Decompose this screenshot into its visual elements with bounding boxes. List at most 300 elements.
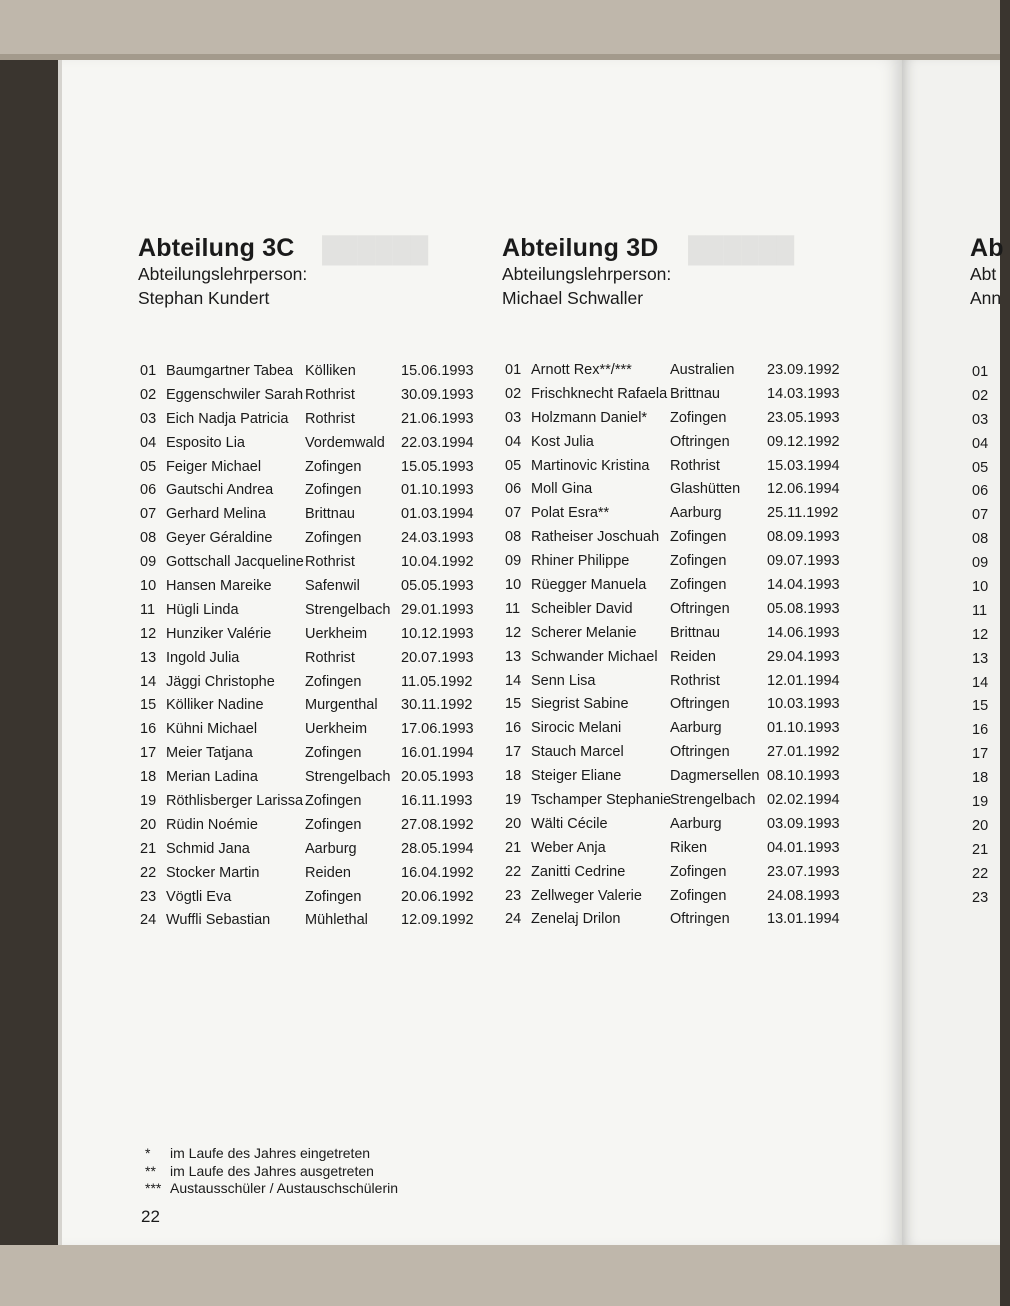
student-birthdate: 24.03.1993 [401, 530, 474, 547]
student-number: 17 [972, 746, 989, 763]
footnote-text: Austausschüler / Austauschschülerin [170, 1180, 399, 1196]
class-3d-roster [503, 359, 843, 932]
student-birthdate: 29.01.1993 [401, 601, 474, 618]
student-row [138, 718, 478, 742]
student-number: 19 [140, 793, 157, 810]
student-number: 08 [972, 531, 989, 548]
student-birthdate: 16.11.1993 [401, 793, 473, 810]
student-number: 23 [140, 888, 157, 905]
student-number: 07 [505, 505, 522, 522]
student-row [138, 575, 478, 599]
student-name: Kost Julia [531, 433, 594, 450]
student-name: Hunziker Valérie [166, 625, 272, 642]
student-name: Jäggi Christophe [166, 673, 275, 690]
student-row [138, 384, 478, 408]
student-number: 01 [972, 364, 989, 380]
student-row [503, 431, 843, 455]
student-number: 11 [972, 602, 988, 619]
student-birthdate: 10.04.1992 [401, 554, 474, 571]
student-row-fragment [970, 624, 1010, 648]
student-hometown: Aarburg [305, 840, 357, 857]
student-birthdate: 04.01.1993 [767, 839, 840, 856]
student-row [138, 479, 478, 503]
student-number: 10 [140, 578, 157, 595]
student-row [138, 360, 478, 384]
student-number: 20 [972, 817, 989, 834]
student-number: 14 [505, 672, 522, 689]
student-row [138, 814, 478, 838]
footnote-text: im Laufe des Jahres ausgetreten [170, 1162, 374, 1179]
student-birthdate: 10.12.1993 [401, 625, 474, 642]
student-hometown: Uerkheim [305, 625, 368, 642]
student-number: 12 [505, 624, 522, 641]
student-row [503, 717, 843, 741]
student-hometown: Oftringen [670, 600, 730, 617]
next-page-header [970, 234, 1004, 310]
student-row [503, 407, 843, 431]
student-name: Stauch Marcel [531, 744, 624, 761]
student-birthdate: 14.06.1993 [767, 624, 840, 641]
student-name: Wälti Cécile [531, 815, 608, 832]
student-hometown: Zofingen [670, 529, 727, 546]
student-row [138, 647, 478, 671]
student-hometown: Dagmersellen [670, 768, 760, 785]
student-row [503, 502, 843, 526]
student-number: 18 [972, 770, 989, 787]
student-hometown: Uerkheim [305, 721, 368, 738]
student-row [138, 432, 478, 456]
student-row [503, 359, 843, 383]
student-birthdate: 16.04.1992 [401, 864, 474, 881]
class-3d-title: Abteilung 3D [502, 234, 659, 262]
student-row [138, 671, 478, 695]
student-row-fragment [970, 767, 1010, 791]
student-birthdate: 03.09.1993 [767, 815, 840, 832]
student-row-fragment [970, 361, 1010, 385]
student-number: 13 [505, 648, 522, 665]
student-row [138, 909, 478, 933]
student-birthdate: 15.06.1993 [401, 363, 474, 379]
student-number: 12 [140, 625, 157, 642]
student-hometown: Rothrist [305, 410, 355, 427]
student-number: 16 [505, 720, 522, 737]
student-birthdate: 01.03.1994 [401, 506, 474, 523]
student-hometown: Zofingen [670, 863, 727, 880]
student-birthdate: 12.01.1994 [767, 672, 840, 689]
student-name: Merian Ladina [166, 769, 258, 786]
student-birthdate: 01.10.1993 [767, 720, 840, 737]
student-hometown: Zofingen [305, 888, 362, 905]
student-number: 16 [140, 721, 157, 738]
student-row [503, 837, 843, 861]
student-name: Hügli Linda [166, 601, 239, 618]
student-name: Polat Esra** [531, 505, 610, 522]
student-name: Zellweger Valerie [531, 887, 642, 904]
student-row [503, 765, 843, 789]
student-hometown: Zofingen [670, 553, 727, 570]
student-hometown: Zofingen [305, 482, 362, 499]
student-name: Esposito Lia [166, 434, 245, 451]
student-birthdate: 05.08.1993 [767, 600, 840, 617]
student-birthdate: 30.11.1992 [401, 697, 473, 714]
student-row-fragment [970, 815, 1010, 839]
student-name: Moll Gina [531, 481, 593, 498]
student-number: 22 [140, 864, 157, 881]
student-number: 02 [140, 386, 157, 403]
student-hometown: Rothrist [305, 386, 355, 403]
student-birthdate: 12.09.1992 [401, 912, 474, 929]
student-number: 05 [140, 458, 157, 475]
student-row [503, 741, 843, 765]
student-birthdate: 20.05.1993 [401, 769, 474, 786]
student-number: 15 [972, 698, 989, 715]
student-row-fragment [970, 863, 1010, 887]
student-hometown: Vordemwald [305, 434, 385, 451]
student-name: Wuffli Sebastian [166, 912, 271, 929]
student-name: Weber Anja [531, 839, 606, 856]
student-birthdate: 12.06.1994 [767, 481, 840, 498]
class-3c-teacher-name: Stephan Kundert [138, 288, 270, 308]
student-name: Gerhard Melina [166, 506, 266, 523]
student-number: 03 [140, 410, 157, 427]
student-name: Zenelaj Drilon [531, 911, 621, 928]
student-row [503, 789, 843, 813]
student-row-fragment [970, 887, 1010, 911]
student-hometown: Safenwil [305, 578, 360, 595]
student-birthdate: 05.05.1993 [401, 578, 474, 595]
student-row [138, 527, 478, 551]
student-name: Rüegger Manuela [531, 577, 647, 594]
student-birthdate: 13.01.1994 [767, 911, 840, 928]
student-row-fragment [970, 504, 1010, 528]
student-row [138, 623, 478, 647]
student-birthdate: 20.06.1992 [401, 888, 474, 905]
student-row [503, 526, 843, 550]
student-birthdate: 01.10.1993 [401, 482, 474, 499]
student-number: 08 [140, 530, 157, 547]
student-row [503, 693, 843, 717]
student-number: 24 [505, 911, 522, 928]
student-number: 22 [972, 865, 989, 882]
student-row [503, 670, 843, 694]
student-name: Schwander Michael [531, 648, 658, 665]
student-number: 01 [140, 363, 157, 379]
student-row [503, 622, 843, 646]
student-birthdate: 23.09.1992 [767, 362, 840, 378]
student-row-fragment [970, 576, 1010, 600]
student-name: Baumgartner Tabea [166, 363, 294, 379]
class-3c-title: Abteilung 3C [138, 234, 295, 262]
student-hometown: Brittnau [305, 506, 355, 523]
class-3c-roster [138, 360, 478, 933]
student-number: 16 [972, 722, 989, 739]
student-hometown: Zofingen [305, 745, 362, 762]
student-number: 10 [972, 579, 989, 596]
student-hometown: Strengelbach [670, 792, 756, 809]
student-hometown: Strengelbach [305, 769, 391, 786]
student-number: 04 [505, 433, 522, 450]
student-name: Tschamper Stephanie [531, 792, 672, 809]
student-name: Martinovic Kristina [531, 457, 650, 474]
student-hometown: Rothrist [305, 649, 355, 666]
student-number: 09 [972, 555, 989, 572]
student-number: 08 [505, 529, 522, 546]
student-row [503, 885, 843, 909]
student-number: 19 [972, 794, 989, 811]
student-number: 05 [505, 457, 522, 474]
student-row-fragment [970, 480, 1010, 504]
student-name: Scherer Melanie [531, 624, 637, 641]
student-number: 23 [972, 889, 989, 906]
student-name: Meier Tatjana [166, 745, 253, 762]
student-name: Siegrist Sabine [531, 696, 629, 713]
student-number: 22 [505, 863, 522, 880]
student-row [138, 742, 478, 766]
student-hometown: Kölliken [305, 363, 356, 379]
student-hometown: Oftringen [670, 744, 730, 761]
student-birthdate: 10.03.1993 [767, 696, 840, 713]
student-hometown: Strengelbach [305, 601, 391, 618]
student-number: 21 [505, 839, 522, 856]
student-row-fragment [970, 385, 1010, 409]
student-row [138, 599, 478, 623]
student-name: Röthlisberger Larissa [166, 793, 304, 810]
student-hometown: Zofingen [305, 793, 362, 810]
student-birthdate: 23.05.1993 [767, 409, 840, 426]
student-number: 24 [140, 912, 157, 929]
student-hometown: Reiden [305, 864, 351, 881]
student-birthdate: 14.03.1993 [767, 385, 840, 402]
scan-background-bottom [0, 1245, 1000, 1306]
student-number: 03 [972, 411, 989, 428]
student-hometown: Oftringen [670, 911, 730, 928]
next-page-roster-fragment [970, 361, 1010, 910]
student-row-fragment [970, 695, 1010, 719]
student-hometown: Reiden [670, 648, 716, 665]
student-number: 21 [972, 841, 989, 858]
student-name: Feiger Michael [166, 458, 262, 475]
student-name: Scheibler David [531, 600, 633, 617]
student-hometown: Rothrist [670, 457, 720, 474]
student-birthdate: 25.11.1992 [767, 505, 839, 522]
student-birthdate: 17.06.1993 [401, 721, 474, 738]
student-row [503, 383, 843, 407]
student-hometown: Zofingen [670, 577, 727, 594]
student-hometown: Riken [670, 839, 708, 856]
student-name: Gottschall Jacqueline [166, 554, 304, 571]
student-number: 11 [140, 601, 156, 618]
student-row-fragment [970, 743, 1010, 767]
next-page-label-fragment: Abt [970, 264, 997, 284]
student-birthdate: 11.05.1992 [401, 673, 473, 690]
student-row-fragment [970, 600, 1010, 624]
student-birthdate: 29.04.1993 [767, 648, 840, 665]
student-hometown: Zofingen [670, 887, 727, 904]
student-name: Gautschi Andrea [166, 482, 274, 499]
student-hometown: Australien [670, 362, 735, 378]
student-hometown: Zofingen [670, 409, 727, 426]
student-name: Sirocic Melani [531, 720, 622, 737]
student-name: Schmid Jana [166, 840, 250, 857]
student-row [138, 838, 478, 862]
scan-background-top [0, 0, 1000, 60]
student-name: Eich Nadja Patricia [166, 410, 289, 427]
student-row-fragment [970, 672, 1010, 696]
student-row [503, 455, 843, 479]
student-number: 04 [972, 435, 989, 452]
student-number: 18 [505, 768, 522, 785]
student-birthdate: 21.06.1993 [401, 410, 474, 427]
class-3d-teacher-label: Abteilungslehrperson: [502, 264, 672, 284]
student-row [138, 408, 478, 432]
student-row [138, 766, 478, 790]
student-hometown: Zofingen [305, 458, 362, 475]
student-hometown: Aarburg [670, 720, 722, 737]
student-name: Zanitti Cedrine [531, 863, 626, 880]
student-number: 15 [140, 697, 157, 714]
student-number: 01 [505, 362, 522, 378]
student-birthdate: 15.03.1994 [767, 457, 840, 474]
student-birthdate: 24.08.1993 [767, 887, 840, 904]
footnote-mark: ** [145, 1162, 156, 1179]
footnote-mark: *** [145, 1180, 162, 1196]
student-row [503, 908, 843, 932]
student-row [138, 694, 478, 718]
student-number: 23 [505, 887, 522, 904]
student-number: 20 [505, 815, 522, 832]
page-edge [58, 60, 62, 1245]
page-number: 22 [141, 1207, 160, 1226]
student-number: 10 [505, 577, 522, 594]
student-hometown: Glashütten [670, 481, 741, 498]
student-birthdate: 02.02.1994 [767, 792, 840, 809]
class-3c-header [138, 234, 307, 310]
student-row [503, 861, 843, 885]
student-number: 06 [505, 481, 522, 498]
student-row-fragment [970, 457, 1010, 481]
student-hometown: Zofingen [305, 816, 362, 833]
student-row [138, 551, 478, 575]
student-birthdate: 23.07.1993 [767, 863, 840, 880]
student-name: Stocker Martin [166, 864, 260, 881]
student-number: 04 [140, 434, 157, 451]
student-birthdate: 30.09.1993 [401, 386, 474, 403]
student-row-fragment [970, 839, 1010, 863]
student-row-fragment [970, 791, 1010, 815]
next-page-teacher-fragment: Ann [970, 288, 1002, 308]
student-number: 06 [972, 483, 989, 500]
student-name: Rhiner Philippe [531, 553, 630, 570]
student-birthdate: 27.01.1992 [767, 744, 840, 761]
student-row-fragment [970, 552, 1010, 576]
student-name: Frischknecht Rafaela [531, 385, 668, 402]
student-row-fragment [970, 409, 1010, 433]
student-number: 02 [972, 387, 989, 404]
student-birthdate: 08.09.1993 [767, 529, 840, 546]
student-birthdate: 20.07.1993 [401, 649, 474, 666]
student-number: 13 [972, 650, 989, 667]
student-birthdate: 28.05.1994 [401, 840, 474, 857]
student-row-fragment [970, 528, 1010, 552]
student-hometown: Mühlethal [305, 912, 368, 929]
student-birthdate: 16.01.1994 [401, 745, 474, 762]
student-name: Kölliker Nadine [166, 697, 264, 714]
student-row [503, 550, 843, 574]
student-hometown: Murgenthal [305, 697, 378, 714]
student-hometown: Oftringen [670, 433, 730, 450]
student-number: 20 [140, 816, 157, 833]
student-number: 21 [140, 840, 157, 857]
student-number: 11 [505, 600, 521, 617]
student-row [503, 478, 843, 502]
student-number: 12 [972, 626, 989, 643]
student-row [503, 598, 843, 622]
student-name: Ingold Julia [166, 649, 240, 666]
student-row-fragment [970, 648, 1010, 672]
student-row [138, 456, 478, 480]
student-number: 06 [140, 482, 157, 499]
student-hometown: Zofingen [305, 530, 362, 547]
student-row [138, 790, 478, 814]
class-3d-teacher-name: Michael Schwaller [502, 288, 644, 308]
student-name: Eggenschwiler Sarah [166, 386, 304, 403]
student-row [138, 862, 478, 886]
bleed-through-shadow: ██████ [322, 236, 429, 264]
student-row [138, 503, 478, 527]
student-name: Ratheiser Joschuah [531, 529, 660, 546]
bleed-through-shadow: ██████ [688, 236, 795, 264]
student-name: Steiger Eliane [531, 768, 622, 785]
student-number: 07 [140, 506, 157, 523]
student-row [503, 574, 843, 598]
student-birthdate: 09.07.1993 [767, 553, 840, 570]
student-row [138, 886, 478, 910]
student-number: 17 [505, 744, 522, 761]
student-number: 02 [505, 385, 522, 402]
class-3c-teacher-label: Abteilungslehrperson: [138, 264, 308, 284]
student-birthdate: 27.08.1992 [401, 816, 474, 833]
student-hometown: Rothrist [670, 672, 720, 689]
student-birthdate: 15.05.1993 [401, 458, 474, 475]
student-number: 09 [505, 553, 522, 570]
student-hometown: Aarburg [670, 815, 722, 832]
student-name: Senn Lisa [531, 672, 596, 689]
student-name: Vögtli Eva [166, 888, 232, 905]
student-number: 14 [972, 674, 989, 691]
student-birthdate: 09.12.1992 [767, 433, 840, 450]
student-name: Geyer Géraldine [166, 530, 273, 547]
student-number: 03 [505, 409, 522, 426]
student-hometown: Zofingen [305, 673, 362, 690]
student-number: 19 [505, 792, 522, 809]
student-birthdate: 14.04.1993 [767, 577, 840, 594]
student-name: Rüdin Noémie [166, 816, 258, 833]
student-row [503, 646, 843, 670]
student-number: 09 [140, 554, 157, 571]
student-hometown: Aarburg [670, 505, 722, 522]
student-number: 17 [140, 745, 157, 762]
next-page-title-fragment: Ab [970, 234, 1004, 262]
student-row-fragment [970, 433, 1010, 457]
student-name: Kühni Michael [166, 721, 258, 738]
student-name: Arnott Rex**/*** [531, 362, 632, 378]
student-name: Holzmann Daniel* [531, 409, 648, 426]
student-hometown: Rothrist [305, 554, 355, 571]
student-number: 15 [505, 696, 522, 713]
student-number: 05 [972, 459, 989, 476]
student-number: 14 [140, 673, 157, 690]
student-row-fragment [970, 719, 1010, 743]
